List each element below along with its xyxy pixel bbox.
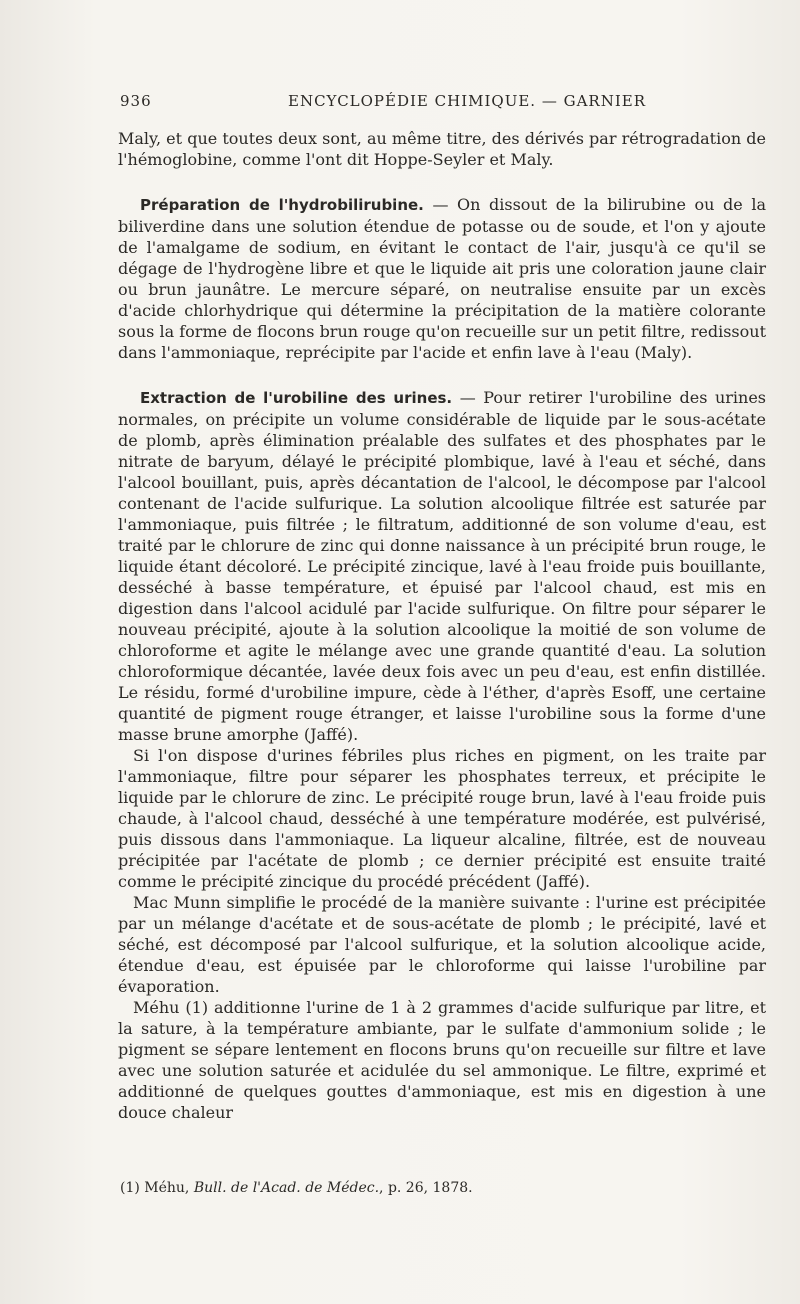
footnote (120, 1180, 760, 1196)
mehu-paragraph: Méhu (1) additionne l'urine de 1 à 2 grammes d'acide sulfurique par litre, et la sature, à la température ambiante, par le sulfate d'ammonium solide ; le pigment se sépare lentement en flocons bruns qu'on recueille sur filtre et lave avec une solution saturée et acidulée du sel ammonique. Le filtre, exprimé et additionné de quelques gouttes d'ammoniaque, est mis en digestion à une douce chaleur (118, 998, 766, 1122)
footnote-journal: Bull. de l'Acad. de Médec. (193, 1180, 380, 1196)
running-title: ENCYCLOPÉDIE CHIMIQUE. — GARNIER (288, 92, 647, 110)
preparation-text: — On dissout de la bilirubine ou de la biliverdine dans une solution étendue de potasse ou de soude, et l'on y ajoute de l'amalgame de sodium, en évitant le contact de l'air, jusqu'à ce qu'il se dégage de l'hydrogène libre et que le liquide ait pris une coloration jaune clair ou brun jaunâtre. Le mercure séparé, on neutralise ensuite par un excès d'acide chlorhydrique qui détermine la précipitation de la matière colorante sous la forme de flocons brun rouge qu'on recueille sur un petit filtre, redissout dans l'ammoniaque, reprécipite par l'acide et enfin lave à l'eau (Maly). (118, 195, 766, 362)
preparation-section (118, 194, 766, 363)
preparation-heading: Préparation de l'hydrobilirubine. (140, 196, 424, 214)
footnote-reference: , p. 26, 1878. (379, 1180, 473, 1196)
febrile-paragraph: Si l'on dispose d'urines fébriles plus riches en pigment, on les traite par l'ammoniaque, filtre pour séparer les phosphates terreux, et précipite le liquide par le chlorure de zinc. Le précipité rouge brun, lavé à l'eau froide puis chaude, à l'alcool chaud, desséché à une température modérée, est pulvérisé, puis dissous dans l'ammoniaque. La liqueur alcaline, filtrée, est de nouveau précipitée par l'acétate de plomb ; ce dernier précipité est ensuite traité comme le précipité zincique du procédé précédent (Jaffé). (118, 746, 766, 891)
footnote-marker: (1) Méhu, (120, 1180, 190, 1196)
running-header (120, 92, 760, 116)
intro-paragraph: Maly, et que toutes deux sont, au même titre, des dérivés par rétrogradation de l'hémoglobine, comme l'ont dit Hoppe-Seyler et Maly. (118, 129, 766, 169)
extraction-section (118, 387, 766, 745)
extraction-heading: Extraction de l'urobiline des urines. (140, 389, 453, 407)
extraction-text: — Pour retirer l'urobiline des urines normales, on précipite un volume considérable de liquide par le sous-acétate de plomb, après élimination préalable des sulfates et des phosphates par le nitrate de baryum, délayé le précipité plombique, lavé à l'eau et séché, dans l'alcool bouillant, puis, après décantation de l'alcool, le décompose par l'alcool contenant de l'acide sulfurique. La solution alcoolique filtrée est saturée par l'ammoniaque, puis filtrée ; le filtratum, additionné de son volume d'eau, est traité par le chlorure de zinc qui donne naissance à un précipité brun rouge, le liquide étant décoloré. Le précipité zincique, lavé à l'eau froide puis bouillante, desséché à basse température, et épuisé par l'alcool chaud, est mis en digestion dans l'alcool acidulé par l'acide sulfurique. On filtre pour séparer le nouveau précipité, ajoute à la solution alcoolique la moitié de son volume de chloroforme et agite le mélange avec une grande quantité d'eau. La solution chloroformique décantée, lavée deux fois avec un peu d'eau, est enfin distillée. Le résidu, formé d'urobiline impure, cède à l'éther, d'après Esoff, une certaine quantité de pigment rouge étranger, et laisse l'urobiline sous la forme d'une masse brune amorphe (Jaffé). (118, 388, 767, 744)
mac-munn-paragraph: Mac Munn simplifie le procédé de la manière suivante : l'urine est précipitée par un mélange d'acétate et de sous-acétate de plomb ; le précipité, lavé et séché, est décomposé par l'alcool sulfurique, et la solution alcoolique acide, étendue d'eau, est épuisée par le chloroforme qui laisse l'urobiline par évaporation. (118, 893, 766, 996)
page-body (118, 128, 766, 1123)
page-number: 936 (120, 92, 152, 110)
